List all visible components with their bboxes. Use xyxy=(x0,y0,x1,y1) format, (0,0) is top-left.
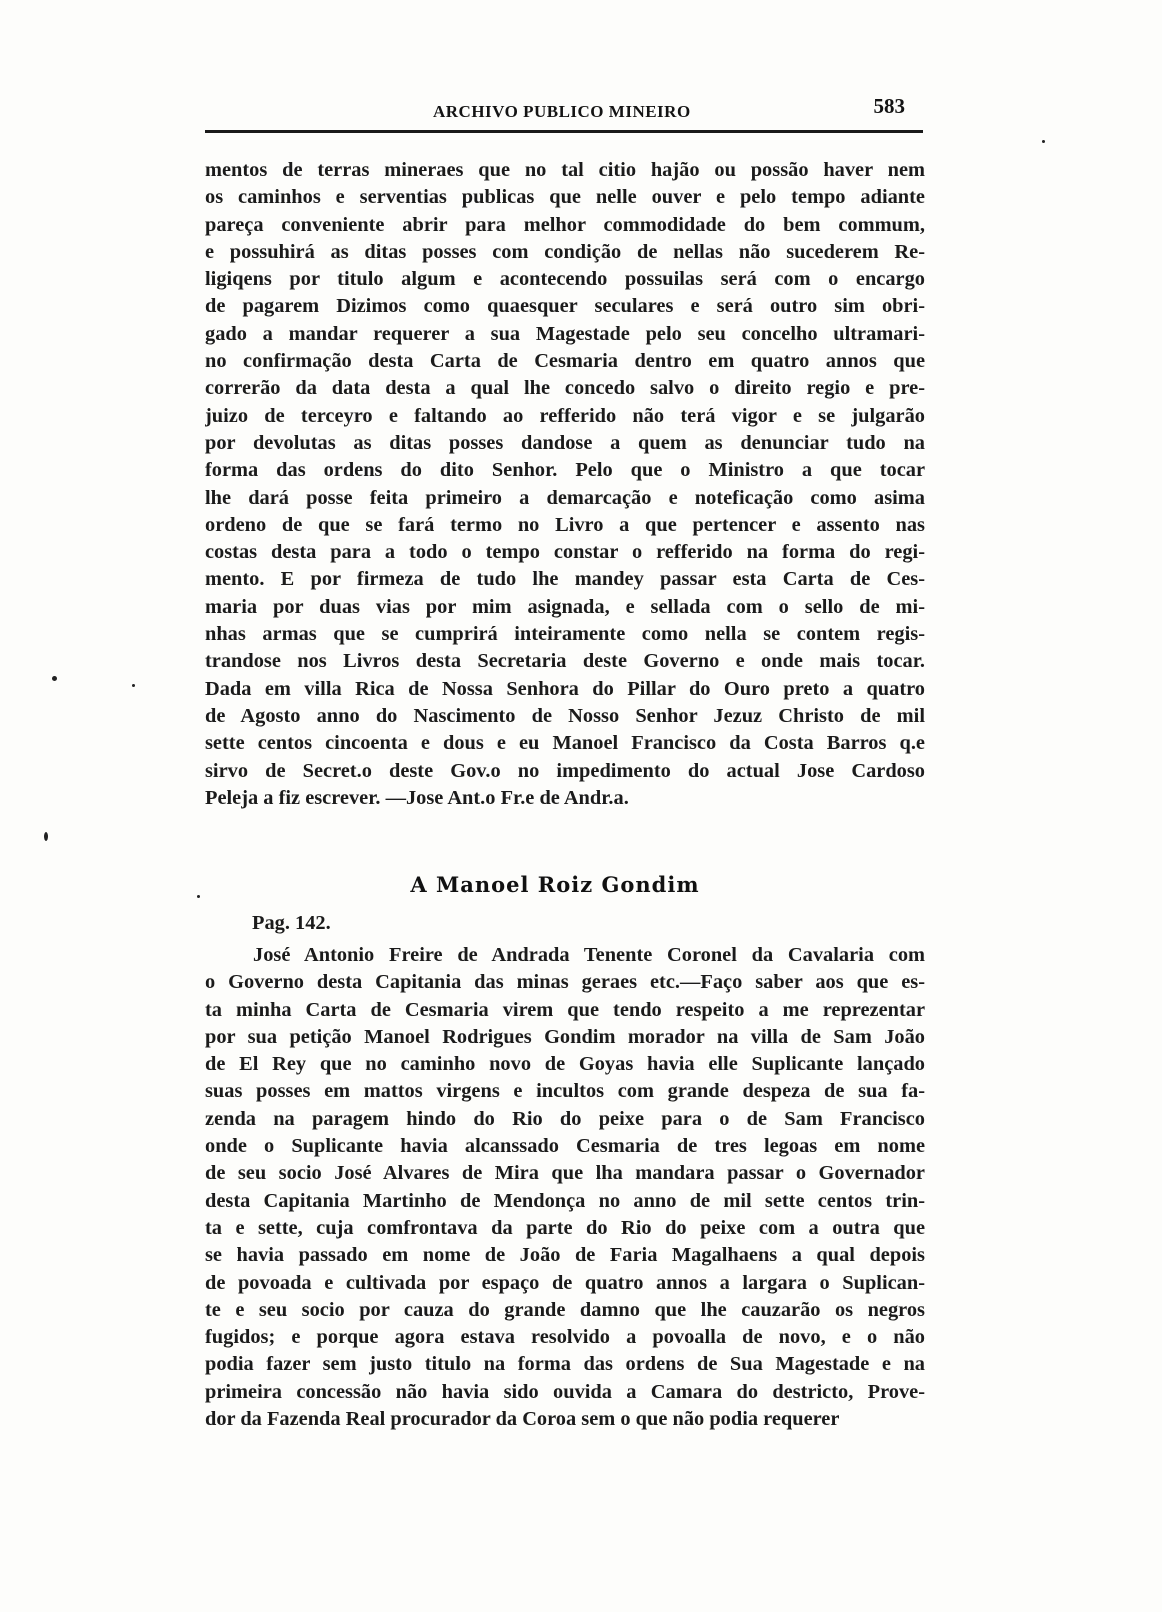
text-line: de seu socio José Alvares de Mira que lha mandara passar o Governador xyxy=(205,1162,925,1185)
text-line: de Agosto anno do Nascimento de Nosso Senhor Jezuz Christo de mil xyxy=(205,704,925,727)
text-line: Dada em villa Rica de Nossa Senhora do Pillar do Ouro preto a quatro xyxy=(205,677,925,700)
text-line: ta e sette, cuja comfrontava da parte do Rio do peixe com a outra que xyxy=(205,1216,925,1239)
text-line: zenda na paragem hindo do Rio do peixe para o de Sam Francisco xyxy=(205,1107,925,1130)
text-line: nhas armas que se cumprirá inteiramente como nella se contem regis- xyxy=(205,623,925,646)
page-header xyxy=(205,92,923,136)
text-line: e possuhirá as ditas posses com condição de nellas não sucederem Re- xyxy=(205,240,925,263)
body-text-new-entry xyxy=(205,942,925,1433)
text-line: de El Rey que no caminho novo de Goyas havia elle Suplicante lançado xyxy=(205,1053,925,1076)
text-line: de povoada e cultivada por espaço de quatro annos a largara o Suplican- xyxy=(205,1271,925,1294)
text-line: se havia passado em nome de João de Faria Magalhaens a qual depois xyxy=(205,1244,925,1267)
text-line: por devolutas as ditas posses dandose a quem as denunciar tudo na xyxy=(205,431,925,454)
text-line: fugidos; e porque agora estava resolvido a povoalla de novo, e o não xyxy=(205,1326,925,1349)
body-text-continuation xyxy=(205,157,925,812)
text-line: juizo de terceyro e faltando ao refferido não terá vigor e se julgarão xyxy=(205,404,925,427)
text-line: maria por duas vias por mim asignada, e sellada com o sello de mi- xyxy=(205,595,925,618)
text-line: no confirmação desta Carta de Cesmaria dentro em quatro annos que xyxy=(205,350,925,373)
text-line: dor da Fazenda Real procurador da Coroa sem o que não podia requerer xyxy=(205,1408,840,1431)
text-line: desta Capitania Martinho de Mendonça no anno de mil sette centos trin- xyxy=(205,1189,925,1212)
text-line: sette centos cincoenta e dous e eu Manoel Francisco da Costa Barros q.e xyxy=(205,732,925,755)
text-line: ta minha Carta de Cesmaria virem que tendo respeito a me reprezentar xyxy=(205,998,925,1021)
text-line: por sua petição Manoel Rodrigues Gondim morador na villa de Sam João xyxy=(205,1025,925,1048)
text-line: trandose nos Livros desta Secretaria deste Governo e onde mais tocar. xyxy=(205,650,925,673)
text-line: correrão da data desta a qual lhe concedo salvo o direito regio e pre- xyxy=(205,377,925,400)
text-line: primeira concessão não havia sido ouvida a Camara do destricto, Prove- xyxy=(205,1380,925,1403)
text-line: suas posses em mattos virgens e incultos com grande despeza de sua fa- xyxy=(205,1080,925,1103)
print-speck xyxy=(132,684,135,687)
print-speck xyxy=(1042,140,1045,143)
text-line: José Antonio Freire de Andrada Tenente Coronel da Cavalaria com xyxy=(253,944,925,966)
text-line: de pagarem Dizimos como quaesquer seculares e será outro sim obri- xyxy=(205,295,925,318)
text-line: lhe dará posse feita primeiro a demarcação e noteficação como asima xyxy=(205,486,925,509)
text-line: sirvo de Secret.o deste Gov.o no impedimento do actual Jose Cardoso xyxy=(205,759,925,782)
text-line: costas desta para a todo o tempo constar o refferido na forma do regi- xyxy=(205,541,925,564)
page-reference: Pag. 142. xyxy=(252,912,331,934)
page-number: 583 xyxy=(873,94,905,118)
text-line: ordeno de que se fará termo no Livro a que pertencer e assento nas xyxy=(205,513,925,536)
text-line: mento. E por firmeza de tudo lhe mandey passar esta Carta de Ces- xyxy=(205,568,925,591)
print-speck xyxy=(52,676,57,681)
print-speck xyxy=(197,895,200,898)
text-line: onde o Suplicante havia alcanssado Cesmaria de tres legoas em nome xyxy=(205,1135,925,1158)
running-title: ARCHIVO PUBLICO MINEIRO xyxy=(433,102,691,121)
text-line: os caminhos e serventias publicas que nelle ouver e pelo tempo adiante xyxy=(205,186,925,209)
header-rule xyxy=(205,130,923,133)
section-title: A Manoel Roiz Gondim xyxy=(410,872,700,897)
text-line: Peleja a fiz escrever. —Jose Ant.o Fr.e de Andr.a. xyxy=(205,786,629,809)
text-line: o Governo desta Capitania das minas geraes etc.—Faço saber aos que es- xyxy=(205,971,925,994)
text-line: gado a mandar requerer a sua Magestade pelo seu concelho ultramari- xyxy=(205,322,925,345)
text-line: pareça conveniente abrir para melhor commodidade do bem commum, xyxy=(205,213,925,236)
text-line: mentos de terras mineraes que no tal citio hajão ou possão haver nem xyxy=(205,159,925,181)
text-line: ligiqens por titulo algum e acontecendo possuilas será com o encargo xyxy=(205,268,925,291)
text-line: podia fazer sem justo titulo na forma das ordens de Sua Magestade e na xyxy=(205,1353,925,1376)
text-line: forma das ordens do dito Senhor. Pelo que o Ministro a que tocar xyxy=(205,459,925,482)
text-line: te e seu socio por cauza do grande damno que lhe cauzarão os negros xyxy=(205,1298,925,1321)
print-speck xyxy=(44,832,48,841)
